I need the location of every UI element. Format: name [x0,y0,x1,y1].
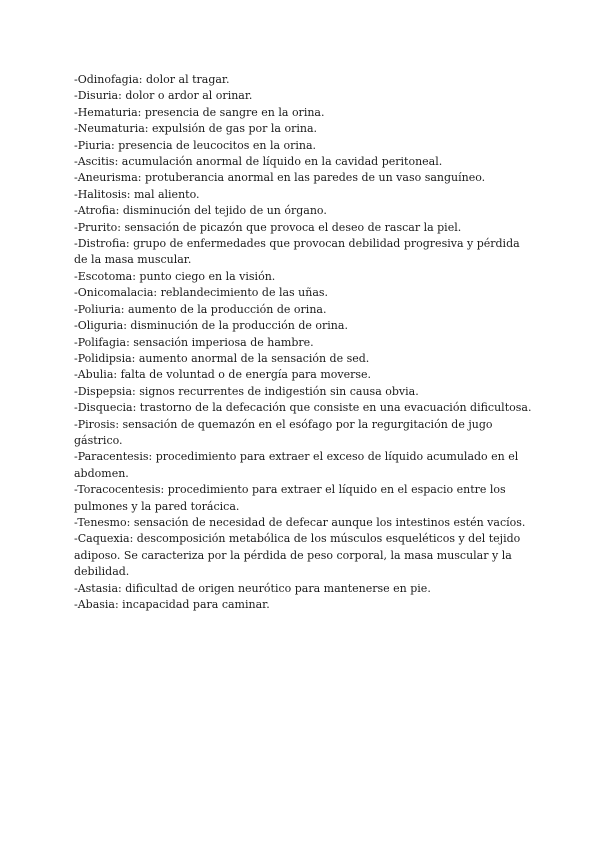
glossary-entry: -Halitosis: mal aliento. [74,187,200,201]
glossary-entry: -Oliguria: disminución de la producción de orina. [74,319,348,333]
glossary-entry: -Onicomalacia: reblandecimiento de las uñas. [74,286,329,300]
glossary-entry: -Odinofagia: dolor al tragar. [74,73,230,86]
glossary-entry: -Distrofia: grupo de enfermedades que provocan debilidad progresiva y pérdida de la masa muscular. [74,237,520,267]
glossary-entry: -Dispepsia: signos recurrentes de indigestión sin causa obvia. [74,384,419,398]
glossary-entry: -Toracocentesis: procedimiento para extraer el líquido en el espacio entre los pulmones y la pared torácica. [74,483,506,513]
glossary-entry: -Polifagia: sensación imperiosa de hambre. [74,335,314,349]
glossary-entry: -Escotoma: punto ciego en la visión. [74,269,276,283]
glossary-entry: -Abasia: incapacidad para caminar. [74,598,270,611]
glossary-entry: -Tenesmo: sensación de necesidad de defecar aunque los intestinos estén vacíos. [74,515,526,529]
glossary-entry: -Pirosis: sensación de quemazón en el esófago por la regurgitación de jugo gástrico. [74,417,493,447]
glossary-entry: -Prurito: sensación de picazón que provoca el deseo de rascar la piel. [74,220,462,234]
glossary-entry: -Astasia: dificultad de origen neurótico para mantenerse en pie. [74,581,431,595]
glossary-entry: -Hematuria: presencia de sangre en la orina. [74,105,325,119]
glossary-entry: -Neumaturia: expulsión de gas por la orina. [74,122,318,136]
glossary-entry: -Poliuria: aumento de la producción de orina. [74,302,327,316]
glossary-entry: -Disuria: dolor o ardor al orinar. [74,89,253,103]
glossary-entry: -Aneurisma: protuberancia anormal en las paredes de un vaso sanguíneo. [74,171,486,185]
glossary-entry: -Paracentesis: procedimiento para extraer el exceso de líquido acumulado en el abdomen. [74,450,519,480]
glossary-entry: -Atrofia: disminución del tejido de un órgano. [74,204,327,218]
glossary-entry: -Caquexia: descomposición metabólica de los músculos esqueléticos y del tejido adiposo. Se caracteriza por la pérdida de peso corporal, la masa muscular y la debilidad. [74,532,521,579]
glossary-entry: -Disquecia: trastorno de la defecación que consiste en una evacuación dificultosa. [74,401,532,415]
glossary-entry: -Piuria: presencia de leucocitos en la orina. [74,138,317,152]
glossary-entry: -Abulia: falta de voluntad o de energía para moverse. [74,368,372,382]
glossary-entry: -Ascitis: acumulación anormal de líquido en la cavidad peritoneal. [74,155,443,169]
glossary-entry: -Polidipsia: aumento anormal de la sensación de sed. [74,351,370,365]
glossary-list [74,72,536,613]
